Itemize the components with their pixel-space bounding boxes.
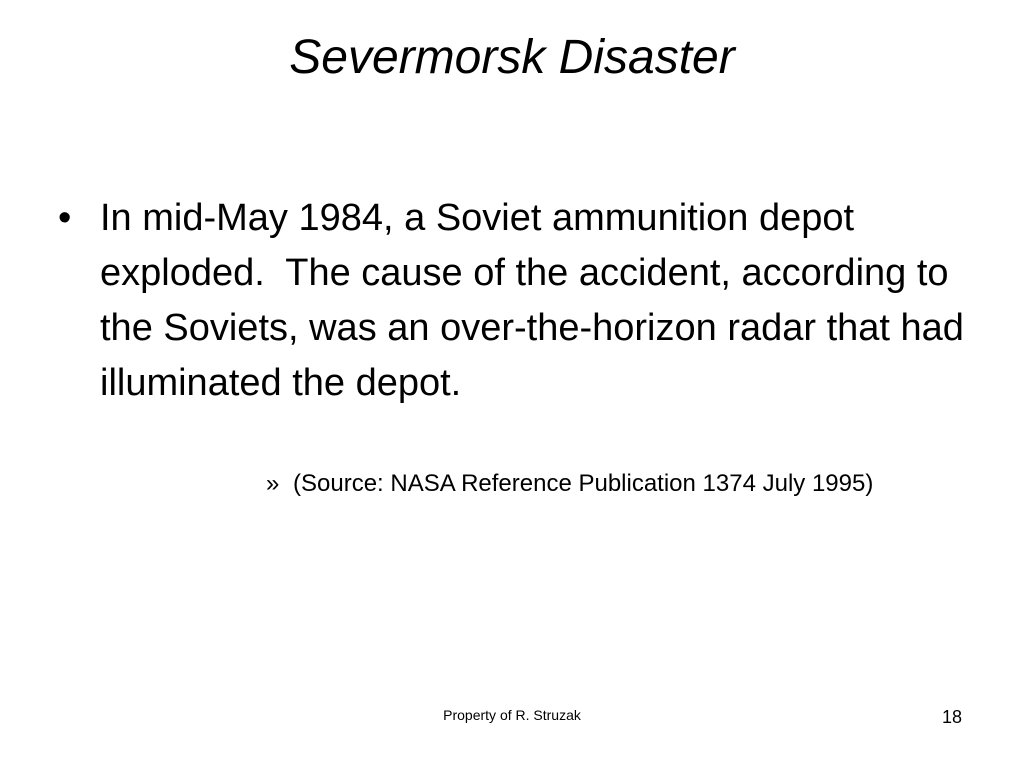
main-bullet-text: In mid-May 1984, a Soviet ammunition depot exploded. The cause of the accident, according to the Soviets, was an over-the-horizon radar that had illuminated the depot. (100, 197, 975, 404)
source-citation-block (266, 467, 946, 500)
slide-title: Severmorsk Disaster (289, 31, 735, 84)
footer-text: Property of R. Struzak (443, 707, 581, 723)
source-citation (266, 467, 946, 500)
bullet-dot-icon: • (58, 197, 72, 239)
double-chevron-icon: » (266, 470, 280, 497)
main-bullet-block (58, 191, 975, 411)
source-citation-text: (Source: NASA Reference Publication 1374 July 1995) (293, 470, 874, 497)
page-number: 18 (941, 707, 962, 727)
main-bullet (58, 191, 975, 411)
